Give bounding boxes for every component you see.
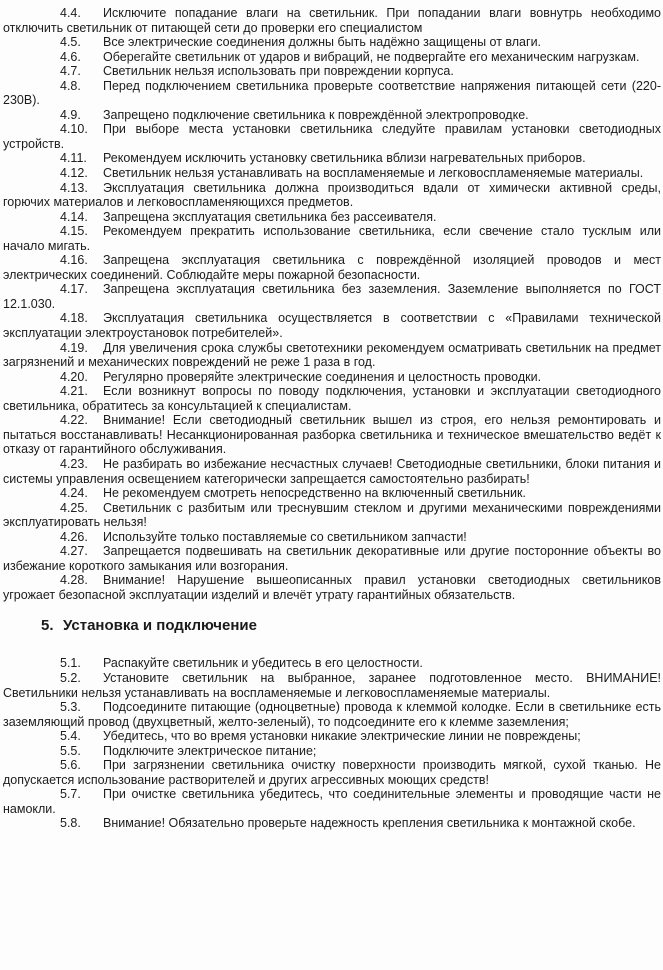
item-number: 5.4. — [60, 729, 81, 744]
manual-item — [3, 370, 661, 385]
item-number: 4.21. — [60, 384, 88, 399]
section-heading — [3, 617, 661, 635]
item-text: Внимание! Нарушение вышеописанных правил установки светодиодных светильников угрожает безопасной эксплуатации изделий и влечёт утрату гарантийных обязательств. — [3, 573, 661, 602]
manual-item — [3, 311, 661, 340]
manual-item — [3, 122, 661, 151]
item-text: Эксплуатация светильника осуществляется в соответствии с «Правилами технической эксплуатации электроустановок потребителей». — [3, 311, 661, 341]
item-text: При выборе места установки светильника следуйте правилам установки светодиодных устройств. — [3, 122, 661, 151]
manual-item — [3, 181, 661, 210]
section-title: Установка и подключение — [63, 617, 257, 635]
manual-item — [3, 413, 661, 457]
item-number: 4.18. — [60, 311, 88, 326]
item-number: 4.17. — [60, 282, 88, 297]
item-text: Внимание! Обязательно проверьте надежность крепления светильника к монтажной скобе. — [103, 816, 636, 831]
item-number: 5.8. — [60, 816, 81, 831]
item-number: 5.3. — [60, 700, 81, 715]
manual-item — [3, 79, 661, 108]
item-text: Светильник нельзя устанавливать на воспламеняемые и легковоспламеняемые материалы. — [103, 166, 644, 181]
manual-item — [3, 544, 661, 573]
item-text: При загрязнении светильника очистку поверхности производить мягкой, сухой тканью. Не допускается использование растворителей и других агрессивных моющих средств! — [3, 758, 661, 787]
manual-item — [3, 341, 661, 370]
item-text: При очистке светильника убедитесь, что соединительные элементы и проводящие части не намокли. — [3, 787, 661, 816]
manual-item — [3, 224, 661, 253]
item-text: Светильник нельзя использовать при повреждении корпуса. — [103, 64, 454, 79]
item-number: 4.9. — [60, 107, 81, 122]
item-text: Используйте только поставляемые со светильником запчасти! — [103, 529, 467, 544]
item-text: Внимание! Если светодиодный светильник вышел из строя, его нельзя ремонтировать и пытаться восстанавливать! Несанкционированная разборка светильника и техническое вмешательство ведёт к отказу от гарантийного обслуживания. — [3, 413, 661, 457]
item-text: Установите светильник на выбранное, заранее подготовленное место. ВНИМАНИЕ! Светильники нельзя устанавливать на воспламеняемые и легковоспламеняемые материалы. — [3, 670, 661, 700]
section-number: 5. — [41, 617, 54, 635]
manual-item — [3, 6, 661, 35]
item-text: Для увеличения срока службы светотехники рекомендуем осматривать светильник на предмет загрязнений и механических повреждений не реже 1 раза в год. — [3, 340, 661, 370]
item-text: Не разбирать во избежание несчастных случаев! Светодиодные светильники, блоки питания и системы управления освещением категорически запрещается самостоятельно разбирать! — [3, 456, 661, 486]
item-number: 4.24. — [60, 486, 88, 501]
item-number: 4.12. — [60, 166, 88, 181]
manual-item — [3, 729, 661, 744]
item-text: Запрещена эксплуатация светильника без рассеивателя. — [103, 209, 437, 224]
item-number: 5.1. — [60, 656, 81, 671]
item-number: 5.5. — [60, 743, 81, 758]
manual-item — [3, 35, 661, 50]
item-number: 4.20. — [60, 369, 88, 384]
item-number: 4.14. — [60, 209, 88, 224]
manual-item — [3, 486, 661, 501]
item-number: 4.15. — [60, 224, 88, 239]
item-number: 4.22. — [60, 413, 88, 428]
item-text: Запрещена эксплуатация светильника с повреждённой изоляцией проводов и мест электрических соединений. Соблюдайте меры пожарной безопасности. — [3, 253, 661, 282]
section-5-installation — [3, 656, 661, 831]
item-number: 5.6. — [60, 758, 81, 773]
manual-item — [3, 108, 661, 123]
manual-item — [3, 166, 661, 181]
item-text: Подключите электрическое питание; — [103, 743, 317, 758]
section-4-safety-rules — [3, 6, 661, 602]
item-text: Запрещается подвешивать на светильник декоративные или другие посторонние объекты во избежание короткого замыкания или возгорания. — [3, 544, 661, 573]
manual-item — [3, 656, 661, 671]
manual-item — [3, 816, 661, 831]
item-text: Регулярно проверяйте электрические соединения и целостность проводки. — [103, 369, 542, 384]
manual-item — [3, 64, 661, 79]
manual-item — [3, 671, 661, 700]
item-text: Подсоедините питающие (одноцветные) провода к клеммой колодке. Если в светильнике есть заземляющий провод (двухцветный, желто-зеленый), то подсоедините его к клемме заземления; — [3, 700, 661, 729]
item-text: Если возникнут вопросы по поводу подключения, установки и эксплуатации светодиодного светильника, обратитесь за консультацией к специалистам. — [3, 384, 661, 413]
item-text: Запрещено подключение светильника к повреждённой электропроводке. — [103, 107, 529, 122]
manual-item — [3, 744, 661, 759]
item-number: 4.25. — [60, 500, 88, 515]
item-text: Рекомендуем исключить установку светильника вблизи нагревательных приборов. — [103, 151, 586, 166]
manual-item — [3, 530, 661, 545]
manual-item — [3, 151, 661, 166]
manual-item — [3, 384, 661, 413]
item-number: 4.28. — [60, 573, 88, 588]
item-text: Исключите попадание влаги на светильник. При попадании влаги вовнутрь необходимо отключить светильник от питающей сети до проверки его специалистом — [3, 6, 661, 35]
item-number: 4.5. — [60, 35, 81, 50]
item-text: Запрещена эксплуатация светильника без заземления. Заземление выполняется по ГОСТ 12.1.030. — [3, 282, 661, 311]
manual-item — [3, 573, 661, 602]
item-text: Рекомендуем прекратить использование светильника, если свечение стало тусклым или начало мигать. — [3, 224, 661, 253]
item-number: 4.19. — [60, 340, 88, 355]
manual-item — [3, 50, 661, 65]
manual-item — [3, 700, 661, 729]
manual-item — [3, 457, 661, 486]
manual-item — [3, 253, 661, 282]
manual-item — [3, 282, 661, 311]
item-number: 4.26. — [60, 529, 88, 544]
item-number: 4.8. — [60, 78, 81, 93]
item-number: 5.7. — [60, 787, 81, 802]
item-number: 4.6. — [60, 49, 81, 64]
item-number: 4.16. — [60, 253, 88, 268]
item-number: 4.4. — [60, 6, 81, 20]
item-text: Оберегайте светильник от ударов и вибраций, не подвергайте его механическим нагрузкам. — [103, 49, 640, 64]
item-text: Перед подключением светильника проверьте соответствие напряжения питающей сети (220-230В). — [3, 78, 661, 108]
item-number: 4.27. — [60, 544, 88, 559]
item-number: 4.7. — [60, 64, 81, 79]
item-number: 5.2. — [60, 670, 81, 685]
item-text: Распакуйте светильник и убедитесь в его целостности. — [103, 656, 423, 671]
item-number: 4.23. — [60, 456, 88, 471]
manual-item — [3, 787, 661, 816]
item-number: 4.13. — [60, 180, 88, 195]
item-number: 4.10. — [60, 122, 88, 137]
item-text: Убедитесь, что во время установки никакие электрические линии не повреждены; — [103, 729, 581, 744]
item-text: Все электрические соединения должны быть надёжно защищены от влаги. — [103, 35, 542, 50]
item-number: 4.11. — [60, 151, 87, 166]
manual-item — [3, 758, 661, 787]
manual-item — [3, 501, 661, 530]
item-text: Светильник с разбитым или треснувшим стеклом и другими механическими повреждениями эксплуатировать нельзя! — [3, 500, 661, 530]
manual-item — [3, 210, 661, 225]
item-text: Эксплуатация светильника должна производиться вдали от химически активной среды, горючих материалов и легковоспламеняющихся предметов. — [3, 180, 661, 210]
item-text: Не рекомендуем смотреть непосредственно на включенный светильник. — [103, 486, 526, 501]
